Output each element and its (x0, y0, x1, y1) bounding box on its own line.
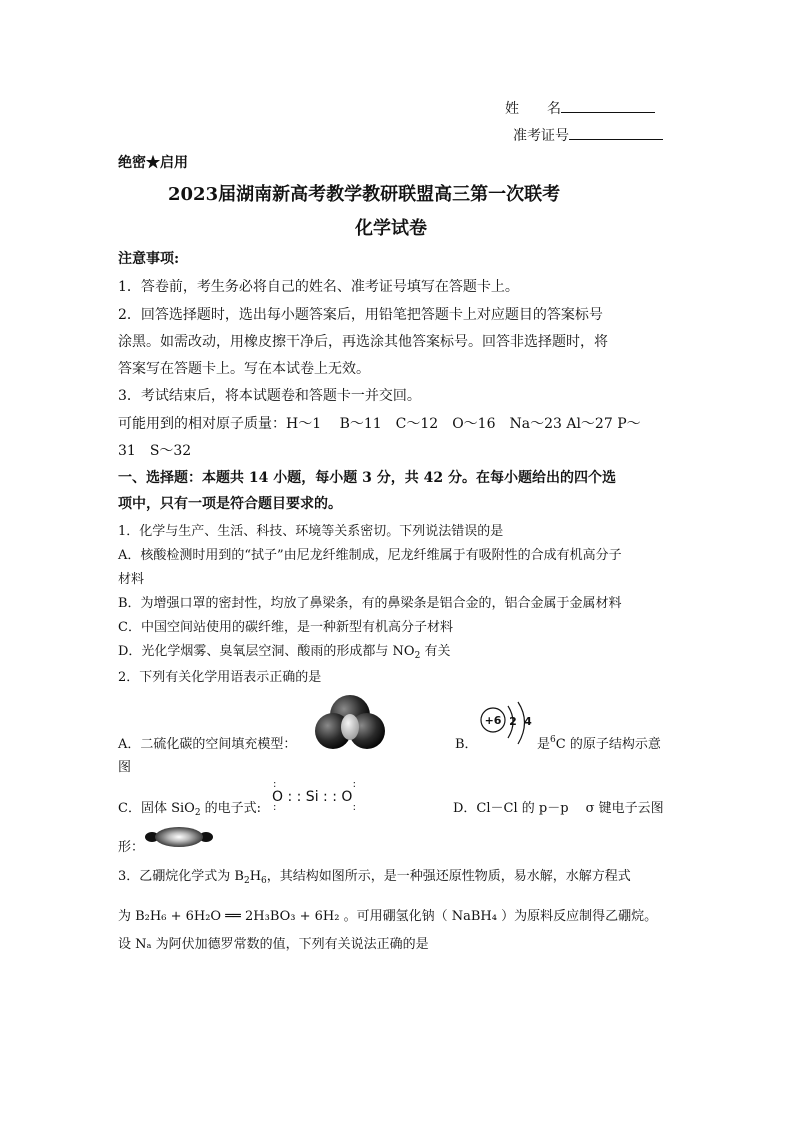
name-blank (561, 98, 655, 113)
q2-option-a-label: A．二硫化碳的空间填充模型： (118, 737, 297, 752)
notes-item-2-line-1: 2．回答选择题时，选出每小题答案后，用铅笔把答题卡上对应题目的答案标号 (118, 307, 603, 323)
notes-item-2-line-3: 答案写在答题卡上。写在本试卷上无效。 (118, 361, 370, 377)
nucleus-charge: +6 (484, 714, 502, 727)
q1-option-d-end: 有关 (420, 644, 451, 659)
q1-stem: 1．化学与生产、生活、科技、环境等关系密切。下列说法错误的是 (118, 524, 504, 539)
secret-mark: 绝密★启用 (118, 155, 188, 171)
q2-option-c-label (118, 797, 261, 816)
section-heading-line-1: 一、选择题：本题共 14 小题，每小题 3 分，共 42 分。在每小题给出的四个选 (118, 470, 616, 486)
q2-option-b-text-pre: 是 (537, 737, 551, 752)
shell-1-electrons: 2 (509, 715, 517, 728)
cs2-space-filling-model (311, 693, 389, 751)
q2-option-c-label-post: 的电子式: (200, 801, 262, 816)
q2-option-d-label: D．Cl－Cl 的 p－p σ 键电子云图 (453, 801, 664, 816)
notes-heading: 注意事项: (118, 251, 180, 267)
q2-option-c-label-sub: 2 (194, 808, 201, 818)
q3-line-1-pre: 3．乙硼烷化学式为 B (118, 869, 244, 884)
q2-option-c-label-pre: C．固体 SiO (118, 801, 195, 816)
notes-item-1: 1．答卷前，考生务必将自己的姓名、准考证号填写在答题卡上。 (118, 279, 519, 295)
shell-2-electrons: 4 (524, 715, 532, 728)
q2-option-b-label: B． (455, 737, 478, 752)
sio2-electron-formula: : : O : : Si : : O : : (272, 779, 357, 813)
q1-option-a-line-1: A．核酸检测时用到的“拭子”由尼龙纤维制成，尼龙纤维属于有吸附性的合成有机高分子 (118, 548, 622, 563)
q3-line-1 (118, 865, 631, 884)
q3-line-1-mid: H (249, 869, 262, 884)
exam-id-blank (569, 125, 663, 140)
q2-option-b-sup: 6 (550, 735, 556, 745)
section-heading-line-2: 项中，只有一项是符合题目要求的。 (118, 496, 342, 512)
q3-line-1-sub-1: 2 (243, 876, 250, 886)
q3-line-1-post: ，其结构如图所示，是一种强还原性物质，易水解，水解方程式 (266, 869, 631, 884)
q2-option-b-wrap: 图 (118, 760, 132, 775)
q1-option-d-sub: 2 (414, 651, 421, 661)
q1-option-d-text: D．光化学烟雾、臭氧层空洞、酸雨的形成都与 NO (118, 644, 415, 659)
sio2-formula-text: O : : Si : : O (272, 789, 353, 805)
q3-line-2: 为 B₂H₆ + 6H₂O ══ 2H₃BO₃ + 6H₂ 。可用硼氢化钠（ NaBH₄ ）为原料反应制得乙硼烷。 (118, 909, 658, 924)
q1-option-d (118, 640, 450, 659)
q3-line-3: 设 Nₐ 为阿伏加德罗常数的值，下列有关说法正确的是 (118, 937, 429, 952)
q3-line-1-sub-2: 6 (261, 876, 267, 886)
q1-option-c: C．中国空间站使用的碳纤维，是一种新型有机高分子材料 (118, 620, 453, 635)
q2-stem: 2．下列有关化学用语表示正确的是 (118, 670, 322, 685)
notes-item-2-line-2: 涂黑。如需改动，用橡皮擦干净后，再选涂其他答案标号。回答非选择题时，将 (118, 334, 608, 350)
exam-title: 2023届湖南新高考教学教研联盟高三第一次联考 (168, 184, 561, 205)
q2-option-d-wrap: 形： (118, 840, 145, 855)
notes-item-3: 3．考试结束后，将本试题卷和答题卡一并交回。 (118, 388, 421, 404)
name-field (505, 98, 655, 118)
q1-option-b: B．为增强口罩的密封性，均放了鼻梁条，有的鼻梁条是铝合金的，铝合金属于金属材料 (118, 596, 622, 611)
q2-option-b-text (537, 733, 661, 752)
exam-id-label: 准考证号 (513, 128, 569, 144)
exam-subtitle: 化学试卷 (355, 218, 427, 239)
atomic-mass-line-2: 31 S～32 (118, 443, 192, 459)
p-p-sigma-bond-cloud-image (144, 825, 214, 849)
atomic-mass-line-1: 可能用到的相对原子质量：H～1 B～11 C～12 O～16 Na～23 Al～27 P～ (118, 416, 641, 432)
q1-option-a-line-2: 材料 (118, 572, 145, 587)
exam-id-field (513, 125, 663, 145)
name-label: 姓 名 (505, 101, 561, 117)
carbon-atom-structure-diagram (478, 700, 540, 752)
q2-option-b-text-post: C 的原子结构示意 (555, 737, 661, 752)
